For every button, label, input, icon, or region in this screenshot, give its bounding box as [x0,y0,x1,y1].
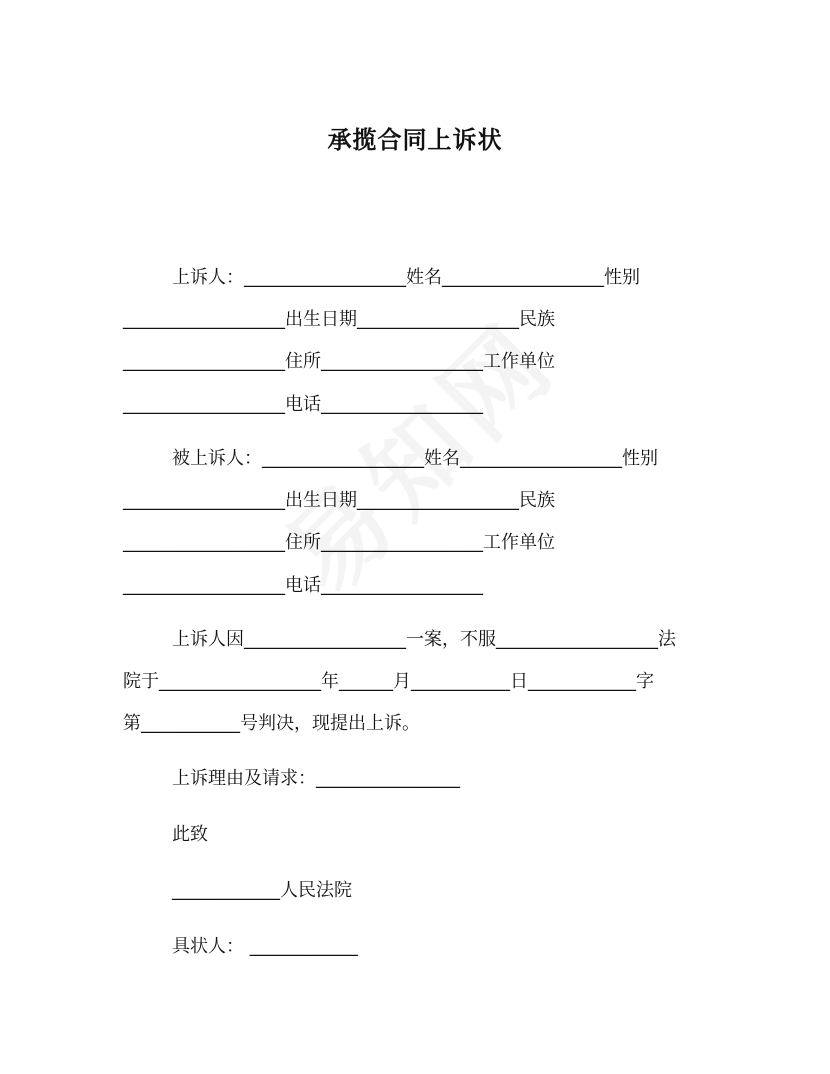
case-line-1: 上诉人因__________________一案，不服__________________法 [172,629,676,650]
appellant-line-3: __________________住所__________________工作单位 [123,351,555,372]
appellee-line-2: __________________出生日期__________________民族 [123,490,555,511]
regards-line: 此致 [172,824,208,845]
case-line-3: 第___________号判决，现提出上诉。 [123,713,420,734]
signer-line: 具状人： ____________ [172,936,358,957]
appellant-line-4: __________________电话__________________ [123,394,483,415]
case-line-2: 院于__________________年______月___________日____________字 [123,671,654,692]
appellant-line-1: 上诉人：__________________姓名__________________性别 [172,267,640,288]
appellee-line-1: 被上诉人：__________________姓名__________________性别 [172,448,658,469]
document-title: 承揽合同上诉状 [327,126,503,154]
appellee-line-3: __________________住所__________________工作单位 [123,532,555,553]
appellee-line-4: __________________电话__________________ [123,575,483,596]
court-line: ____________人民法院 [172,880,352,901]
reason-line: 上诉理由及请求：________________ [172,768,460,789]
appellant-line-2: __________________出生日期__________________民族 [123,309,555,330]
